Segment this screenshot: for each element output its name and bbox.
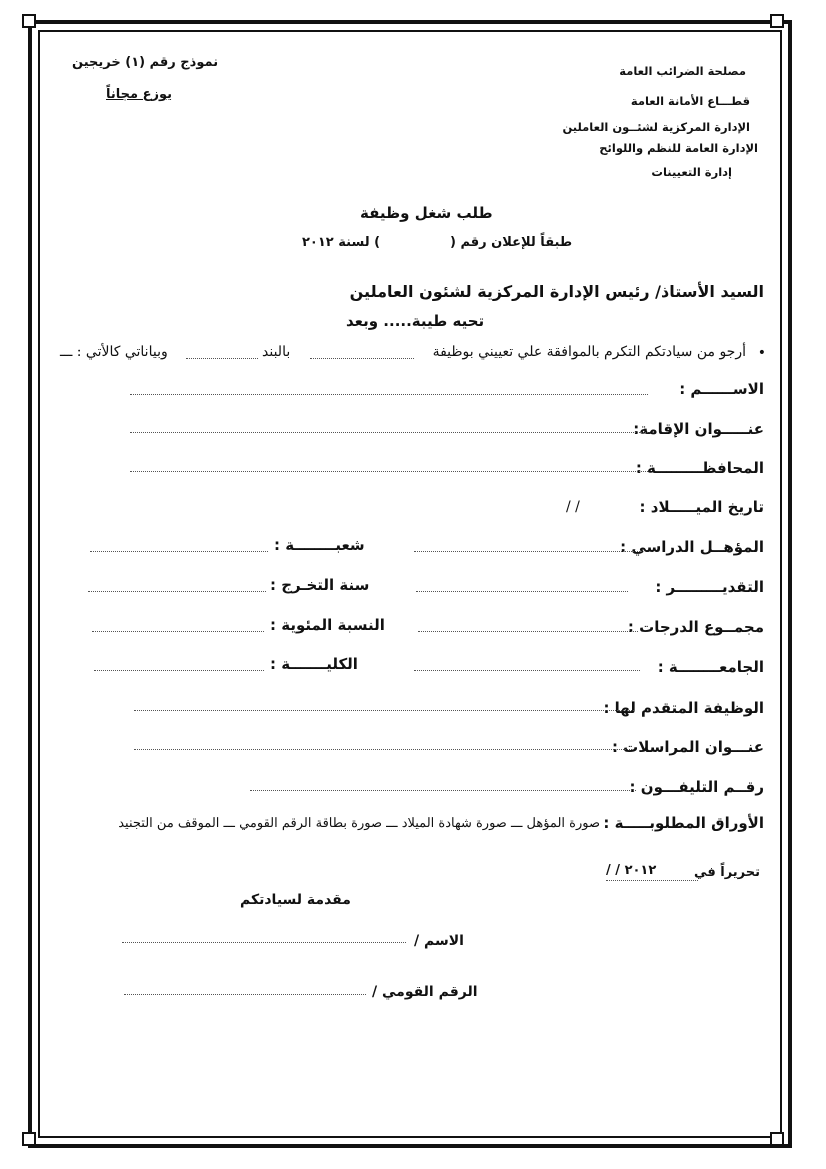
- phone-label: رقــم التليفـــون :: [629, 778, 764, 796]
- signer-name-label: الاسم /: [414, 933, 464, 949]
- national-id-label: الرقم القومي /: [372, 984, 478, 1000]
- university-label: الجامعــــــــة :: [657, 658, 764, 676]
- request-text-part3: وبياناتي كالأتي : ـــ: [60, 344, 168, 360]
- signer-name-field[interactable]: [122, 942, 406, 943]
- governorate-label: المحافظـــــــــة :: [635, 459, 764, 477]
- phone-field[interactable]: [250, 790, 636, 791]
- mailing-address-field[interactable]: [134, 749, 634, 750]
- graduation-year-field[interactable]: [88, 591, 266, 592]
- border-corner-ornament: [770, 14, 784, 28]
- birthdate-label: تاريخ الميـــــلاد :: [639, 498, 764, 516]
- college-label: الكليـــــــة :: [270, 655, 358, 673]
- name-label: الاســــــم :: [679, 380, 764, 398]
- required-documents-list: صورة المؤهل ـــ صورة شهادة الميلاد ـــ صورة بطاقة الرقم القومي ـــ الموقف من التجنيد: [118, 816, 600, 831]
- border-corner-ornament: [22, 14, 36, 28]
- graduation-year-label: سنة التخـرج :: [270, 576, 370, 594]
- qualification-field[interactable]: [414, 551, 642, 552]
- qualification-label: المؤهــل الدراسي :: [620, 538, 764, 556]
- birthdate-field[interactable]: / /: [566, 499, 580, 515]
- governorate-field[interactable]: [130, 471, 648, 472]
- border-corner-ornament: [22, 1132, 36, 1146]
- job-title-field[interactable]: [310, 358, 414, 359]
- name-field[interactable]: [130, 394, 648, 395]
- date-underline: [606, 880, 698, 881]
- appointments-department: إدارة التعيينات: [651, 165, 732, 179]
- grade-label: التقديـــــــــر :: [655, 578, 764, 596]
- job-applied-field[interactable]: [134, 710, 634, 711]
- division-field[interactable]: [90, 551, 268, 552]
- border-corner-ornament: [770, 1132, 784, 1146]
- form-title: طلب شغل وظيفة: [360, 204, 493, 222]
- request-text-part2: بالبند: [262, 344, 291, 360]
- address-label: عنـــــوان الإقامة:: [633, 420, 764, 438]
- mailing-address-label: عنـــوان المراسلات :: [611, 738, 764, 756]
- job-applied-label: الوظيفة المتقدم لها :: [603, 699, 764, 717]
- total-marks-field[interactable]: [418, 631, 638, 632]
- percentage-field[interactable]: [92, 631, 264, 632]
- request-bullet: •: [757, 345, 766, 361]
- general-administration: الإدارة العامة للنظم واللوائح: [599, 141, 758, 155]
- address-field[interactable]: [130, 432, 648, 433]
- authority-name: مصلحة الضرائب العامة: [619, 64, 746, 78]
- date-written-label: تحريراً في: [694, 865, 760, 880]
- division-label: شعبــــــــة :: [274, 536, 365, 554]
- item-number-field[interactable]: [186, 358, 258, 359]
- announcement-ref-part2: ) لسنة ٢٠١٢: [302, 235, 381, 250]
- greeting: تحيه طيبة..... وبعد: [346, 312, 485, 330]
- request-text-part1: أرجو من سيادتكم التكرم بالموافقة علي تعييني بوظيفة: [432, 344, 746, 360]
- date-written-field[interactable]: / / ٢٠١٢: [606, 863, 657, 878]
- total-marks-label: مجمــوع الدرجات :: [627, 618, 764, 636]
- submitted-by-label: مقدمة لسيادتكم: [240, 892, 351, 908]
- required-documents-label: الأوراق المطلوبـــــة :: [603, 814, 764, 832]
- grade-field[interactable]: [416, 591, 628, 592]
- addressee: السيد الأستاذ/ رئيس الإدارة المركزية لشئون العاملين: [349, 282, 764, 301]
- percentage-label: النسبة المئوية :: [270, 616, 385, 634]
- announcement-ref-part1: طبقاً للإعلان رقم (: [450, 235, 573, 250]
- free-distribution-note: يوزع مجاناً: [106, 87, 172, 102]
- sector-name: قطـــاع الأمانة العامة: [630, 94, 750, 108]
- college-field[interactable]: [94, 670, 264, 671]
- national-id-field[interactable]: [124, 994, 366, 995]
- central-administration: الإدارة المركزية لشئــون العاملين: [562, 120, 750, 134]
- university-field[interactable]: [414, 670, 640, 671]
- form-number: نموذج رقم (١) خريجين: [72, 55, 219, 70]
